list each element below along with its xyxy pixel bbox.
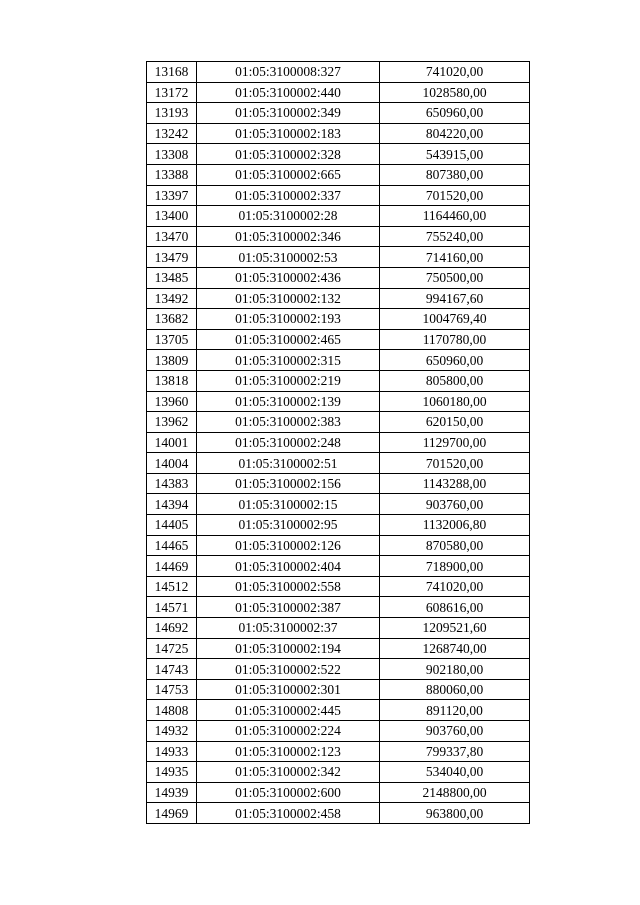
cadastral-number-cell: 01:05:3100002:387: [197, 597, 380, 618]
value-cell: 1129700,00: [380, 432, 530, 453]
table-row: [147, 700, 530, 721]
cadastral-number-cell: 01:05:3100002:337: [197, 185, 380, 206]
row-number-cell: 13492: [147, 288, 197, 309]
table-row: [147, 82, 530, 103]
row-number-cell: 14469: [147, 556, 197, 577]
value-cell: 718900,00: [380, 556, 530, 577]
value-cell: 903760,00: [380, 494, 530, 515]
cadastral-number-cell: 01:05:3100002:328: [197, 144, 380, 165]
value-cell: 750500,00: [380, 267, 530, 288]
row-number-cell: 14933: [147, 741, 197, 762]
cadastral-number-cell: 01:05:3100002:445: [197, 700, 380, 721]
table-row: [147, 329, 530, 350]
value-cell: 741020,00: [380, 62, 530, 83]
row-number-cell: 14743: [147, 659, 197, 680]
table-row: [147, 309, 530, 330]
cadastral-number-cell: 01:05:3100002:248: [197, 432, 380, 453]
row-number-cell: 13470: [147, 226, 197, 247]
table-row: [147, 412, 530, 433]
table-row: [147, 618, 530, 639]
row-number-cell: 14808: [147, 700, 197, 721]
cadastral-number-cell: 01:05:3100002:156: [197, 473, 380, 494]
value-cell: 741020,00: [380, 576, 530, 597]
row-number-cell: 13705: [147, 329, 197, 350]
row-number-cell: 14692: [147, 618, 197, 639]
row-number-cell: 14969: [147, 803, 197, 824]
table-row: [147, 762, 530, 783]
table-row: [147, 453, 530, 474]
cadastral-number-cell: 01:05:3100002:665: [197, 164, 380, 185]
value-cell: 903760,00: [380, 721, 530, 742]
cadastral-number-cell: 01:05:3100002:219: [197, 370, 380, 391]
cadastral-number-cell: 01:05:3100002:95: [197, 515, 380, 536]
table-row: [147, 103, 530, 124]
row-number-cell: 14571: [147, 597, 197, 618]
cadastral-number-cell: 01:05:3100002:183: [197, 123, 380, 144]
row-number-cell: 13193: [147, 103, 197, 124]
row-number-cell: 13682: [147, 309, 197, 330]
table-row: [147, 535, 530, 556]
cadastral-number-cell: 01:05:3100002:600: [197, 782, 380, 803]
value-cell: 755240,00: [380, 226, 530, 247]
table-row: [147, 62, 530, 83]
cadastral-number-cell: 01:05:3100002:37: [197, 618, 380, 639]
value-cell: 1268740,00: [380, 638, 530, 659]
cadastral-number-cell: 01:05:3100002:194: [197, 638, 380, 659]
table-row: [147, 597, 530, 618]
value-cell: 807380,00: [380, 164, 530, 185]
value-cell: 714160,00: [380, 247, 530, 268]
row-number-cell: 13809: [147, 350, 197, 371]
row-number-cell: 14753: [147, 679, 197, 700]
row-number-cell: 13168: [147, 62, 197, 83]
value-cell: 880060,00: [380, 679, 530, 700]
table-row: [147, 123, 530, 144]
row-number-cell: 13242: [147, 123, 197, 144]
table-row: [147, 391, 530, 412]
row-number-cell: 14405: [147, 515, 197, 536]
value-cell: 870580,00: [380, 535, 530, 556]
value-cell: 1028580,00: [380, 82, 530, 103]
row-number-cell: 13397: [147, 185, 197, 206]
table-row: [147, 741, 530, 762]
table-row: [147, 638, 530, 659]
value-cell: 891120,00: [380, 700, 530, 721]
value-cell: 902180,00: [380, 659, 530, 680]
value-cell: 1164460,00: [380, 206, 530, 227]
row-number-cell: 13818: [147, 370, 197, 391]
table-row: [147, 247, 530, 268]
cadastral-number-cell: 01:05:3100002:458: [197, 803, 380, 824]
value-cell: 805800,00: [380, 370, 530, 391]
value-cell: 994167,60: [380, 288, 530, 309]
cadastral-number-cell: 01:05:3100002:404: [197, 556, 380, 577]
cadastral-number-cell: 01:05:3100002:139: [197, 391, 380, 412]
row-number-cell: 14725: [147, 638, 197, 659]
value-cell: 804220,00: [380, 123, 530, 144]
cadastral-number-cell: 01:05:3100002:53: [197, 247, 380, 268]
table-row: [147, 721, 530, 742]
table-body: [147, 62, 530, 824]
row-number-cell: 14465: [147, 535, 197, 556]
row-number-cell: 13172: [147, 82, 197, 103]
cadastral-number-cell: 01:05:3100002:126: [197, 535, 380, 556]
value-cell: 1132006,80: [380, 515, 530, 536]
table-row: [147, 679, 530, 700]
value-cell: 543915,00: [380, 144, 530, 165]
cadastral-number-cell: 01:05:3100002:28: [197, 206, 380, 227]
row-number-cell: 14935: [147, 762, 197, 783]
table-row: [147, 164, 530, 185]
cadastral-number-cell: 01:05:3100002:193: [197, 309, 380, 330]
value-cell: 1209521,60: [380, 618, 530, 639]
cadastral-number-cell: 01:05:3100002:383: [197, 412, 380, 433]
row-number-cell: 13960: [147, 391, 197, 412]
value-cell: 1170780,00: [380, 329, 530, 350]
table-row: [147, 576, 530, 597]
row-number-cell: 13962: [147, 412, 197, 433]
table-row: [147, 782, 530, 803]
cadastral-number-cell: 01:05:3100002:558: [197, 576, 380, 597]
value-cell: 701520,00: [380, 185, 530, 206]
value-cell: 1143288,00: [380, 473, 530, 494]
row-number-cell: 14932: [147, 721, 197, 742]
cadastral-number-cell: 01:05:3100002:51: [197, 453, 380, 474]
table-row: [147, 226, 530, 247]
cadastral-number-cell: 01:05:3100002:436: [197, 267, 380, 288]
row-number-cell: 13388: [147, 164, 197, 185]
row-number-cell: 14939: [147, 782, 197, 803]
row-number-cell: 13485: [147, 267, 197, 288]
cadastral-number-cell: 01:05:3100002:315: [197, 350, 380, 371]
cadastral-number-cell: 01:05:3100002:132: [197, 288, 380, 309]
value-cell: 608616,00: [380, 597, 530, 618]
table-row: [147, 288, 530, 309]
table-row: [147, 432, 530, 453]
value-cell: 650960,00: [380, 103, 530, 124]
table-row: [147, 206, 530, 227]
cadastral-number-cell: 01:05:3100002:349: [197, 103, 380, 124]
row-number-cell: 14512: [147, 576, 197, 597]
value-cell: 963800,00: [380, 803, 530, 824]
table-row: [147, 144, 530, 165]
cadastral-number-cell: 01:05:3100002:224: [197, 721, 380, 742]
table-row: [147, 494, 530, 515]
cadastral-number-cell: 01:05:3100002:342: [197, 762, 380, 783]
cadastral-number-cell: 01:05:3100002:123: [197, 741, 380, 762]
cadastral-number-cell: 01:05:3100002:15: [197, 494, 380, 515]
row-number-cell: 13308: [147, 144, 197, 165]
cadastral-number-cell: 01:05:3100002:465: [197, 329, 380, 350]
table-row: [147, 556, 530, 577]
row-number-cell: 13400: [147, 206, 197, 227]
value-cell: 620150,00: [380, 412, 530, 433]
row-number-cell: 14394: [147, 494, 197, 515]
table-row: [147, 473, 530, 494]
table-row: [147, 659, 530, 680]
table-row: [147, 803, 530, 824]
value-cell: 534040,00: [380, 762, 530, 783]
row-number-cell: 14383: [147, 473, 197, 494]
table-row: [147, 350, 530, 371]
cadastral-number-cell: 01:05:3100002:522: [197, 659, 380, 680]
cadastral-value-table: [146, 61, 530, 824]
table-row: [147, 515, 530, 536]
cadastral-number-cell: 01:05:3100008:327: [197, 62, 380, 83]
cadastral-number-cell: 01:05:3100002:301: [197, 679, 380, 700]
value-cell: 701520,00: [380, 453, 530, 474]
value-cell: 1004769,40: [380, 309, 530, 330]
table-row: [147, 267, 530, 288]
cadastral-number-cell: 01:05:3100002:346: [197, 226, 380, 247]
row-number-cell: 14001: [147, 432, 197, 453]
table-row: [147, 185, 530, 206]
row-number-cell: 13479: [147, 247, 197, 268]
value-cell: 799337,80: [380, 741, 530, 762]
value-cell: 1060180,00: [380, 391, 530, 412]
cadastral-number-cell: 01:05:3100002:440: [197, 82, 380, 103]
value-cell: 650960,00: [380, 350, 530, 371]
table-row: [147, 370, 530, 391]
row-number-cell: 14004: [147, 453, 197, 474]
value-cell: 2148800,00: [380, 782, 530, 803]
